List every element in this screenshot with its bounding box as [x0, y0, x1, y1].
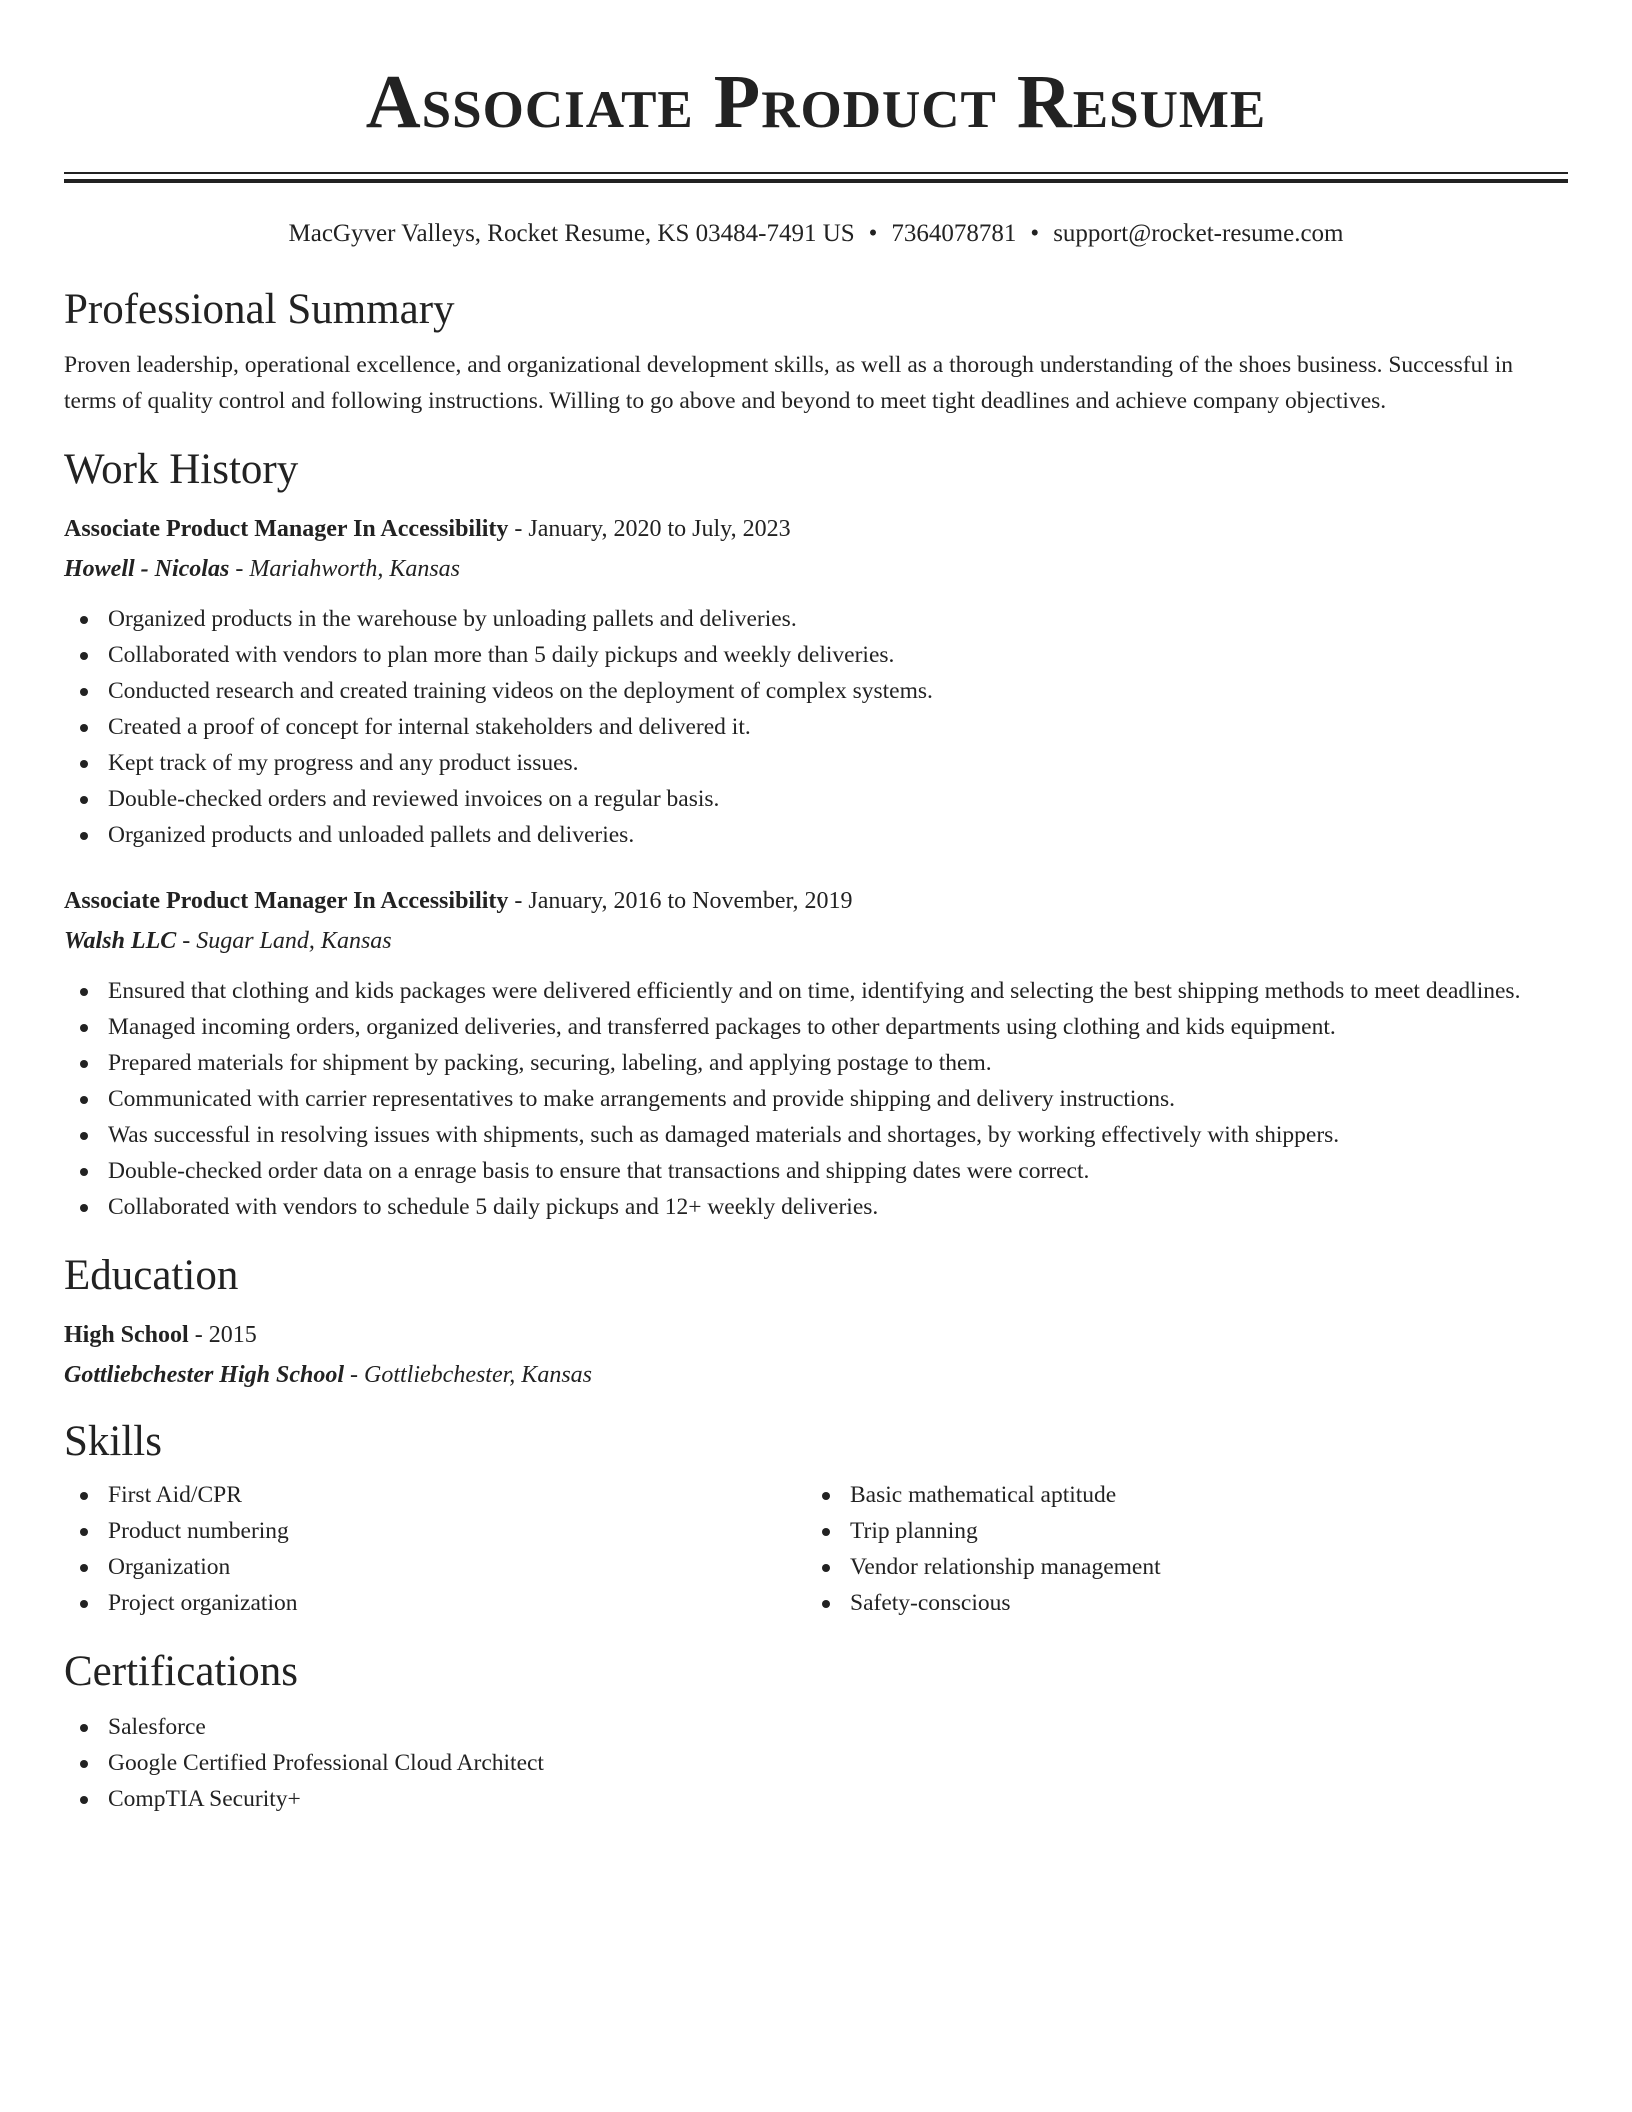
list-item: First Aid/CPR — [64, 1477, 806, 1513]
job-title-line — [64, 509, 1568, 549]
list-item: Collaborated with vendors to plan more than 5 daily pickups and weekly deliveries. — [64, 637, 1568, 673]
list-item: Organized products in the warehouse by unloading pallets and deliveries. — [64, 601, 1568, 637]
job-entry — [64, 509, 1568, 853]
list-item: Organization — [64, 1549, 806, 1585]
job-company: Walsh LLC — [64, 928, 177, 954]
contact-line — [64, 217, 1568, 251]
education-school: Gottliebchester High School — [64, 1362, 345, 1388]
list-item: Conducted research and created training videos on the deployment of complex systems. — [64, 673, 1568, 709]
list-item: Basic mathematical aptitude — [806, 1477, 1548, 1513]
job-company: Howell - Nicolas — [64, 556, 230, 582]
contact-email: support@rocket-resume.com — [1053, 220, 1344, 247]
list-item: Communicated with carrier representatives to make arrangements and provide shipping and delivery instructions. — [64, 1081, 1568, 1117]
skills-grid — [64, 1477, 1568, 1621]
list-item: Double-checked orders and reviewed invoices on a regular basis. — [64, 781, 1568, 817]
list-item: Prepared materials for shipment by packing, securing, labeling, and applying postage to them. — [64, 1045, 1568, 1081]
summary-heading: Professional Summary — [64, 286, 455, 333]
skills-list-right — [806, 1477, 1548, 1621]
job-dates: - January, 2020 to July, 2023 — [508, 516, 791, 542]
list-item: Created a proof of concept for internal stakeholders and delivered it. — [64, 709, 1568, 745]
list-item: Was successful in resolving issues with shipments, such as damaged materials and shortages, by working effectively with shippers. — [64, 1117, 1568, 1153]
resume-page — [64, 0, 1568, 1817]
certifications-heading: Certifications — [64, 1648, 299, 1695]
work-history-heading: Work History — [64, 446, 299, 493]
education-degree-line — [64, 1315, 1568, 1355]
job-title-line — [64, 881, 1568, 921]
contact-separator: • — [1030, 220, 1040, 247]
job-location: - Mariahworth, Kansas — [229, 556, 461, 582]
job-duties-list — [64, 601, 1568, 853]
list-item: Trip planning — [806, 1513, 1548, 1549]
contact-separator: • — [868, 220, 878, 247]
skills-heading: Skills — [64, 1418, 162, 1465]
list-item: Google Certified Professional Cloud Architect — [64, 1745, 1568, 1781]
job-entry — [64, 881, 1568, 1225]
resume-title: Associate Product Resume — [365, 60, 1267, 144]
education-degree: High School — [64, 1322, 189, 1348]
list-item: Ensured that clothing and kids packages were delivered efficiently and on time, identifying and selecting the best shipping methods to meet deadlines. — [64, 973, 1568, 1009]
contact-address: MacGyver Valleys, Rocket Resume, KS 03484-7491 US — [288, 220, 855, 247]
list-item: Project organization — [64, 1585, 806, 1621]
certifications-list — [64, 1709, 1568, 1817]
job-dates: - January, 2016 to November, 2019 — [508, 888, 853, 914]
job-location: - Sugar Land, Kansas — [176, 928, 392, 954]
list-item: Product numbering — [64, 1513, 806, 1549]
education-location: - Gottliebchester, Kansas — [344, 1362, 592, 1388]
summary-text: Proven leadership, operational excellence, and organizational development skills, as well as a thorough understanding of the shoes business. Successful in terms of quality control and following instructions. Willing to go above and beyond to meet tight deadlines and achieve company objectives. — [64, 352, 1514, 414]
education-school-line — [64, 1355, 1568, 1395]
job-company-line — [64, 549, 1568, 589]
job-title: Associate Product Manager In Accessibility — [64, 888, 509, 914]
list-item: Kept track of my progress and any product issues. — [64, 745, 1568, 781]
list-item: Organized products and unloaded pallets and deliveries. — [64, 817, 1568, 853]
education-entry — [64, 1315, 1568, 1395]
list-item: Salesforce — [64, 1709, 1568, 1745]
job-title: Associate Product Manager In Accessibility — [64, 516, 509, 542]
education-year: - 2015 — [188, 1322, 257, 1348]
contact-phone: 7364078781 — [891, 220, 1017, 247]
job-duties-list — [64, 973, 1568, 1225]
title-divider — [64, 172, 1568, 183]
list-item: Double-checked order data on a enrage basis to ensure that transactions and shipping dates were correct. — [64, 1153, 1568, 1189]
job-company-line — [64, 921, 1568, 961]
skills-list-left — [64, 1477, 806, 1621]
education-heading: Education — [64, 1252, 239, 1299]
list-item: Collaborated with vendors to schedule 5 daily pickups and 12+ weekly deliveries. — [64, 1189, 1568, 1225]
list-item: Safety-conscious — [806, 1585, 1548, 1621]
list-item: CompTIA Security+ — [64, 1781, 1568, 1817]
list-item: Managed incoming orders, organized deliveries, and transferred packages to other departments using clothing and kids equipment. — [64, 1009, 1568, 1045]
list-item: Vendor relationship management — [806, 1549, 1548, 1585]
